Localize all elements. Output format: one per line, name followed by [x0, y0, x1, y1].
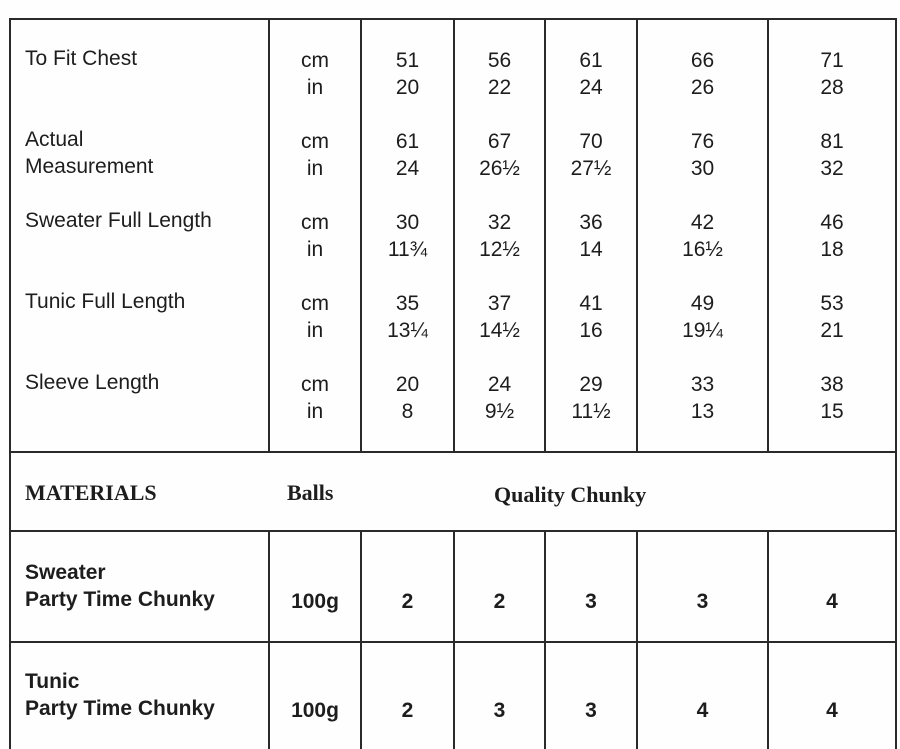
size-4-in: 26 [690, 76, 715, 99]
size-4-cm: 49 [690, 292, 715, 315]
size-3-cm: 61 [579, 49, 603, 72]
unit-cm: cm [301, 211, 329, 234]
size-2-in: 12½ [479, 238, 520, 261]
size-1-cm: 20 [395, 373, 420, 396]
size-3-in: 16 [579, 319, 603, 342]
unit-in: in [306, 400, 324, 423]
size-3-in: 24 [579, 76, 603, 99]
balls-size-1: 2 [401, 590, 414, 613]
measurement-label: To Fit Chest [25, 47, 138, 70]
balls-size-3: 3 [585, 699, 597, 722]
measurement-label: Sleeve Length [25, 371, 160, 394]
unit-cm: cm [301, 130, 329, 153]
size-2-cm: 24 [487, 373, 512, 396]
material-weight: 100g [291, 699, 339, 722]
size-2-in: 22 [487, 76, 512, 99]
size-3-cm: 36 [579, 211, 603, 234]
material-name: Sweater Party Time Chunky [25, 561, 215, 611]
size-4-in: 19¼ [682, 319, 723, 342]
material-name: Tunic Party Time Chunky [25, 670, 215, 720]
size-5-in: 18 [820, 238, 844, 261]
size-1-cm: 35 [395, 292, 420, 315]
unit-in: in [306, 76, 324, 99]
size-5-cm: 81 [820, 130, 844, 153]
size-4-cm: 33 [690, 373, 715, 396]
materials-title: MATERIALS [25, 480, 157, 505]
size-5-in: 15 [820, 400, 844, 423]
size-5-in: 28 [820, 76, 844, 99]
balls-size-4: 3 [696, 590, 709, 613]
size-2-cm: 67 [487, 130, 512, 153]
size-2-in: 14½ [479, 319, 520, 342]
size-3-in: 14 [579, 238, 603, 261]
size-4-in: 30 [690, 157, 715, 180]
unit-in: in [306, 157, 324, 180]
size-3-cm: 29 [579, 373, 603, 396]
table-right-border [895, 18, 897, 749]
balls-heading: Balls [287, 480, 334, 505]
measurement-label: Sweater Full Length [25, 209, 212, 232]
size-2-in: 26½ [479, 157, 520, 180]
size-4-cm: 42 [690, 211, 715, 234]
balls-size-3: 3 [585, 590, 597, 613]
balls-size-2: 2 [493, 590, 506, 613]
measurement-label: Tunic Full Length [25, 290, 186, 313]
size-3-cm: 41 [579, 292, 603, 315]
size-4-in: 16½ [682, 238, 723, 261]
size-3-in: 27½ [570, 157, 612, 180]
size-1-in: 8 [401, 400, 414, 423]
size-1-in: 24 [395, 157, 420, 180]
material-weight: 100g [291, 590, 339, 613]
size-1-cm: 30 [395, 211, 420, 234]
size-5-cm: 53 [820, 292, 844, 315]
size-5-cm: 46 [820, 211, 844, 234]
balls-size-1: 2 [401, 699, 414, 722]
size-2-cm: 32 [487, 211, 512, 234]
unit-cm: cm [301, 373, 329, 396]
quality-heading: Quality Chunky [494, 482, 647, 507]
size-3-in: 11½ [571, 400, 611, 423]
size-1-in: 13¼ [387, 319, 428, 342]
size-5-in: 21 [820, 319, 844, 342]
size-1-in: 11¾ [387, 238, 428, 261]
unit-cm: cm [301, 49, 329, 72]
balls-size-5: 4 [826, 699, 838, 722]
table-left-border [9, 18, 11, 749]
size-5-cm: 38 [820, 373, 844, 396]
measurement-label: Actual Measurement [25, 128, 154, 178]
unit-in: in [306, 319, 324, 342]
balls-size-5: 4 [826, 590, 838, 613]
size-4-cm: 76 [690, 130, 715, 153]
size-2-cm: 56 [487, 49, 512, 72]
size-1-cm: 61 [395, 130, 420, 153]
size-2-cm: 37 [487, 292, 512, 315]
balls-size-2: 3 [493, 699, 506, 722]
unit-in: in [306, 238, 324, 261]
size-5-cm: 71 [820, 49, 844, 72]
unit-cm: cm [301, 292, 329, 315]
size-5-in: 32 [820, 157, 844, 180]
size-2-in: 9½ [484, 400, 515, 423]
size-1-in: 20 [395, 76, 420, 99]
balls-size-4: 4 [696, 699, 709, 722]
size-4-cm: 66 [690, 49, 715, 72]
size-4-in: 13 [690, 400, 715, 423]
size-1-cm: 51 [395, 49, 420, 72]
size-3-cm: 70 [579, 130, 603, 153]
